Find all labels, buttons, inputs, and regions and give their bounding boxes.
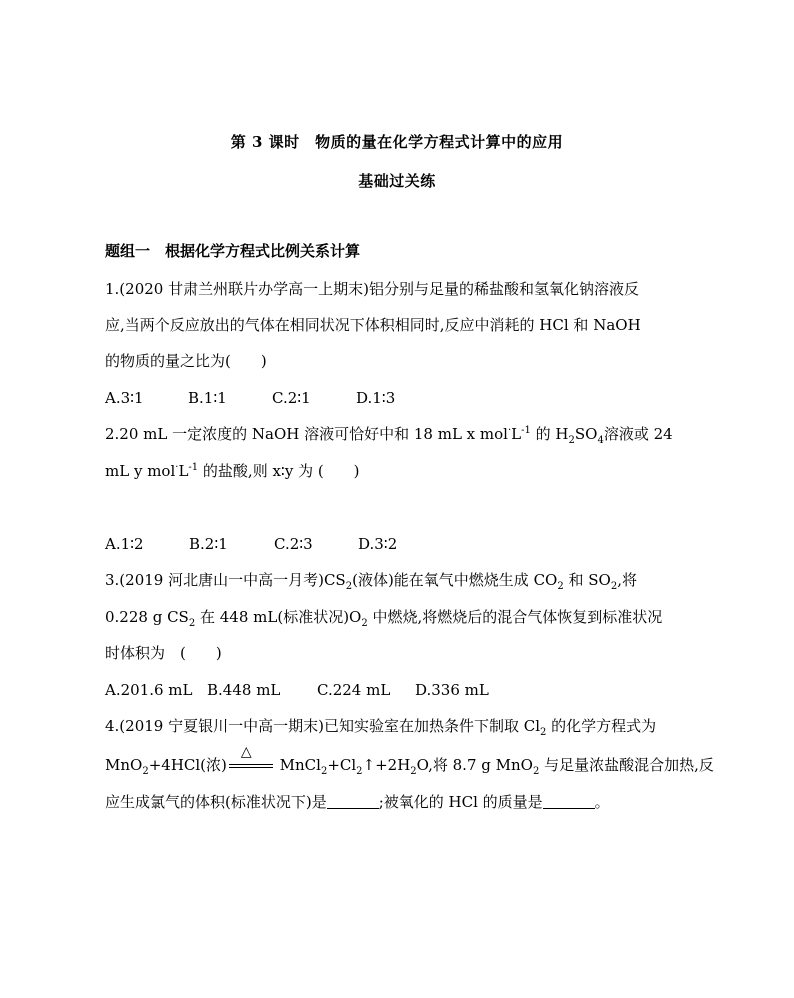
q3-option-b[interactable]: B.448 mL	[207, 681, 281, 699]
q3-option-c[interactable]: C.224 mL	[317, 681, 391, 699]
q3-option-a[interactable]: A.201.6 mL	[105, 681, 193, 699]
answer-blank-mass[interactable]	[543, 794, 595, 809]
q1-options	[105, 388, 395, 408]
q4-line-1: 4.(2019 宁夏银川一中高一期末)已知实验室在加热条件下制取 $Cl_2$ 的化学方程式为	[105, 717, 657, 738]
q2-line-1: 2.20 mL 一定浓度的 NaOH 溶液可恰好中和 18 mL x $mol^\cdot L^{-1}$ 的 $H_2SO_4$溶液或 24	[105, 425, 673, 446]
q2-option-a[interactable]: A.1∶2	[105, 535, 144, 553]
q3-line-3: 时体积为 ( )	[105, 644, 222, 662]
q1-line-1: 1.(2020 甘肃兰州联片办学高一上期末)铝分别与足量的稀盐酸和氢氧化钠溶液反	[105, 280, 639, 298]
triangle-icon: △	[240, 744, 252, 760]
q3-options	[105, 680, 489, 700]
q2-option-d[interactable]: D.3∶2	[358, 535, 398, 553]
q1-option-c[interactable]: C.2∶1	[272, 389, 311, 407]
q2-options	[105, 534, 397, 554]
q3-line-1: 3.(2019 河北唐山一中高一月考)$CS_2$(液体)能在氧气中燃烧生成 $CO_2$ 和 $SO_2$,将	[105, 571, 637, 592]
q1-line-3: 的物质的量之比为( )	[105, 352, 267, 370]
q3-line-2: 0.228 g $CS_2$ 在 448 mL(标准状况)$O_2$ 中燃烧,将燃烧后的混合气体恢复到标准状况	[105, 608, 663, 629]
heating-condition-sign	[227, 744, 275, 776]
q1-option-a[interactable]: A.3∶1	[105, 389, 144, 407]
q1-option-d[interactable]: D.1∶3	[356, 389, 396, 407]
page-title: 第 3 课时 物质的量在化学方程式计算中的应用	[230, 133, 564, 151]
answer-blank-volume[interactable]	[327, 794, 379, 809]
q2-option-c[interactable]: C.2∶3	[274, 535, 313, 553]
q4-line-2: MnO$_2$+4HCl(浓) △ $MnCl_2+Cl_2↑+2H_2O$,将 8.7 g MnO$_2$ 与足量浓盐酸混合加热,反	[105, 744, 714, 777]
q1-option-b[interactable]: B.1∶1	[188, 389, 227, 407]
q2-option-b[interactable]: B.2∶1	[189, 535, 228, 553]
q1-line-2: 应,当两个反应放出的气体在相同状况下体积相同时,反应中消耗的 HCl 和 NaOH	[105, 316, 641, 334]
q4-line-3: 应生成氯气的体积(标准状况下)是 ;被氧化的 HCl 的质量是 。	[105, 793, 610, 811]
section-subtitle: 基础过关练	[358, 172, 436, 190]
q2-line-2: mL y $mol^\cdot L^{-1}$ 的盐酸,则 x∶y 为 ( )	[105, 462, 360, 480]
group-heading: 题组一 根据化学方程式比例关系计算	[105, 242, 361, 260]
q3-option-d[interactable]: D.336 mL	[415, 681, 489, 699]
